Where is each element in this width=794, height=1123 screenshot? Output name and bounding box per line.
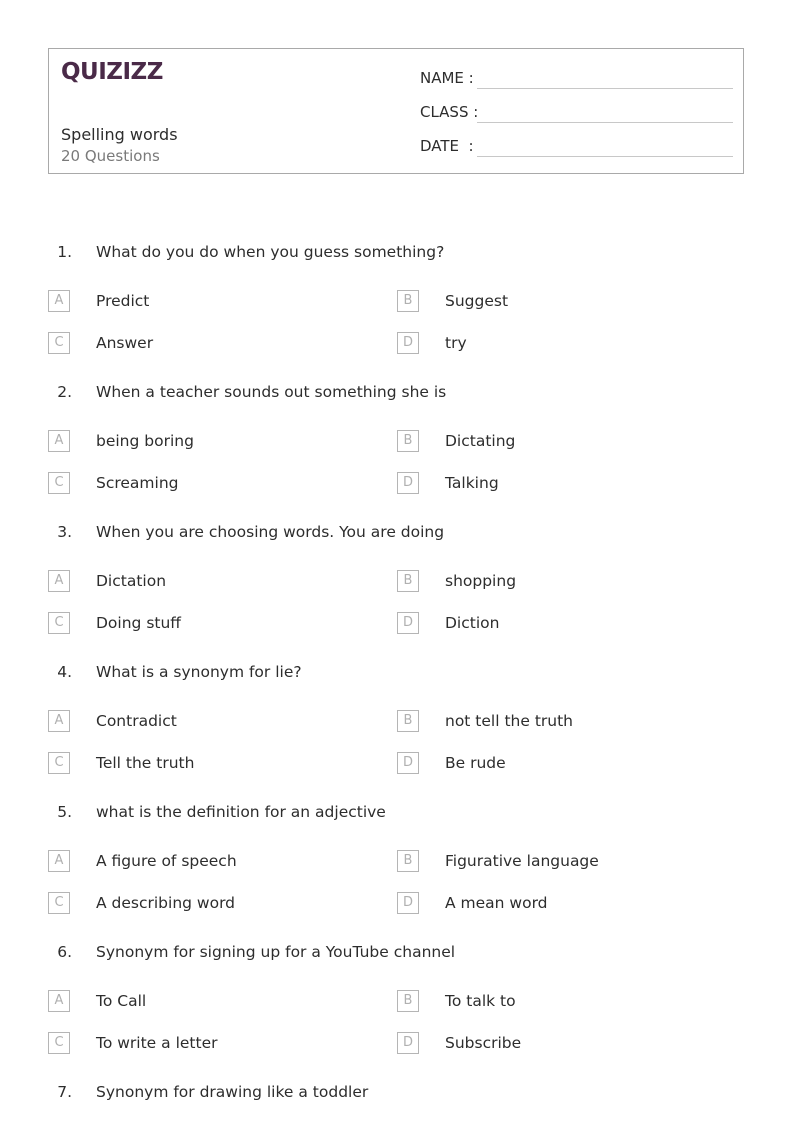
date-label: DATE : <box>420 137 474 155</box>
question-text: When a teacher sounds out something she is <box>96 383 447 401</box>
option-letter-box[interactable]: A <box>48 710 70 732</box>
class-label: CLASS : <box>420 103 479 121</box>
option-text: A mean word <box>445 894 548 912</box>
answer-option[interactable] <box>397 612 737 636</box>
option-text: Screaming <box>96 474 179 492</box>
option-text: Dictating <box>445 432 516 450</box>
class-field <box>420 101 733 125</box>
answer-option[interactable] <box>48 850 388 874</box>
option-text: To write a letter <box>96 1034 218 1052</box>
option-text: Doing stuff <box>96 614 181 632</box>
answer-option[interactable] <box>397 430 737 454</box>
option-text: Talking <box>445 474 499 492</box>
question-number: 1. <box>57 243 72 261</box>
question-text: When you are choosing words. You are doing <box>96 523 445 541</box>
option-letter-box[interactable]: C <box>48 1032 70 1054</box>
question-count: 20 Questions <box>61 147 160 165</box>
option-letter-box[interactable]: D <box>397 472 419 494</box>
answer-option[interactable] <box>48 332 388 356</box>
option-letter-box[interactable]: D <box>397 612 419 634</box>
option-letter-box[interactable]: B <box>397 710 419 732</box>
question-number: 7. <box>57 1083 72 1101</box>
name-field <box>420 67 733 91</box>
question-text: What do you do when you guess something? <box>96 243 445 261</box>
option-letter-box[interactable]: A <box>48 430 70 452</box>
option-text: Answer <box>96 334 154 352</box>
answer-option[interactable] <box>397 472 737 496</box>
option-letter-box[interactable]: A <box>48 850 70 872</box>
option-text: A describing word <box>96 894 236 912</box>
option-letter-box[interactable]: A <box>48 570 70 592</box>
option-text: A figure of speech <box>96 852 237 870</box>
question-text: Synonym for drawing like a toddler <box>96 1083 369 1101</box>
answer-option[interactable] <box>48 752 388 776</box>
option-text: try <box>445 334 467 352</box>
option-letter-box[interactable]: B <box>397 990 419 1012</box>
question-number: 5. <box>57 803 72 821</box>
worksheet-header <box>48 48 744 174</box>
option-letter-box[interactable]: B <box>397 850 419 872</box>
option-text: Be rude <box>445 754 506 772</box>
answer-option[interactable] <box>397 990 737 1014</box>
option-text: shopping <box>445 572 517 590</box>
question-number: 2. <box>57 383 72 401</box>
option-letter-box[interactable]: C <box>48 892 70 914</box>
question-text: what is the definition for an adjective <box>96 803 386 821</box>
option-letter-box[interactable]: C <box>48 332 70 354</box>
answer-option[interactable] <box>48 1032 388 1056</box>
answer-option[interactable] <box>48 612 388 636</box>
question-text: What is a synonym for lie? <box>96 663 302 681</box>
answer-option[interactable] <box>397 1032 737 1056</box>
option-text: Diction <box>445 614 500 632</box>
question-number: 4. <box>57 663 72 681</box>
question-number: 6. <box>57 943 72 961</box>
answer-option[interactable] <box>48 290 388 314</box>
option-letter-box[interactable]: D <box>397 332 419 354</box>
answer-option[interactable] <box>397 290 737 314</box>
option-letter-box[interactable]: A <box>48 990 70 1012</box>
option-text: being boring <box>96 432 194 450</box>
option-text: not tell the truth <box>445 712 574 730</box>
date-field <box>420 135 733 159</box>
option-text: Predict <box>96 292 150 310</box>
class-line[interactable] <box>477 122 733 123</box>
option-letter-box[interactable]: A <box>48 290 70 312</box>
answer-option[interactable] <box>48 990 388 1014</box>
answer-option[interactable] <box>397 892 737 916</box>
answer-option[interactable] <box>48 430 388 454</box>
date-line[interactable] <box>477 156 733 157</box>
option-text: Contradict <box>96 712 177 730</box>
option-text: Subscribe <box>445 1034 522 1052</box>
answer-option[interactable] <box>397 752 737 776</box>
question-number: 3. <box>57 523 72 541</box>
answer-option[interactable] <box>397 570 737 594</box>
option-letter-box[interactable]: C <box>48 472 70 494</box>
question-text: Synonym for signing up for a YouTube channel <box>96 943 456 961</box>
option-letter-box[interactable]: B <box>397 290 419 312</box>
option-letter-box[interactable]: C <box>48 752 70 774</box>
option-text: Dictation <box>96 572 167 590</box>
name-line[interactable] <box>477 88 733 89</box>
option-letter-box[interactable]: D <box>397 752 419 774</box>
option-text: Suggest <box>445 292 509 310</box>
quizizz-logo: QUIZIZZ <box>61 59 163 85</box>
option-letter-box[interactable]: B <box>397 570 419 592</box>
answer-option[interactable] <box>48 472 388 496</box>
answer-option[interactable] <box>397 332 737 356</box>
answer-option[interactable] <box>48 570 388 594</box>
option-letter-box[interactable]: D <box>397 892 419 914</box>
name-label: NAME : <box>420 69 474 87</box>
answer-option[interactable] <box>48 892 388 916</box>
option-letter-box[interactable]: C <box>48 612 70 634</box>
answer-option[interactable] <box>48 710 388 734</box>
option-text: Tell the truth <box>96 754 195 772</box>
option-letter-box[interactable]: B <box>397 430 419 452</box>
option-letter-box[interactable]: D <box>397 1032 419 1054</box>
option-text: Figurative language <box>445 852 599 870</box>
answer-option[interactable] <box>397 850 737 874</box>
answer-option[interactable] <box>397 710 737 734</box>
option-text: To talk to <box>445 992 516 1010</box>
option-text: To Call <box>96 992 147 1010</box>
quiz-title: Spelling words <box>61 125 178 144</box>
